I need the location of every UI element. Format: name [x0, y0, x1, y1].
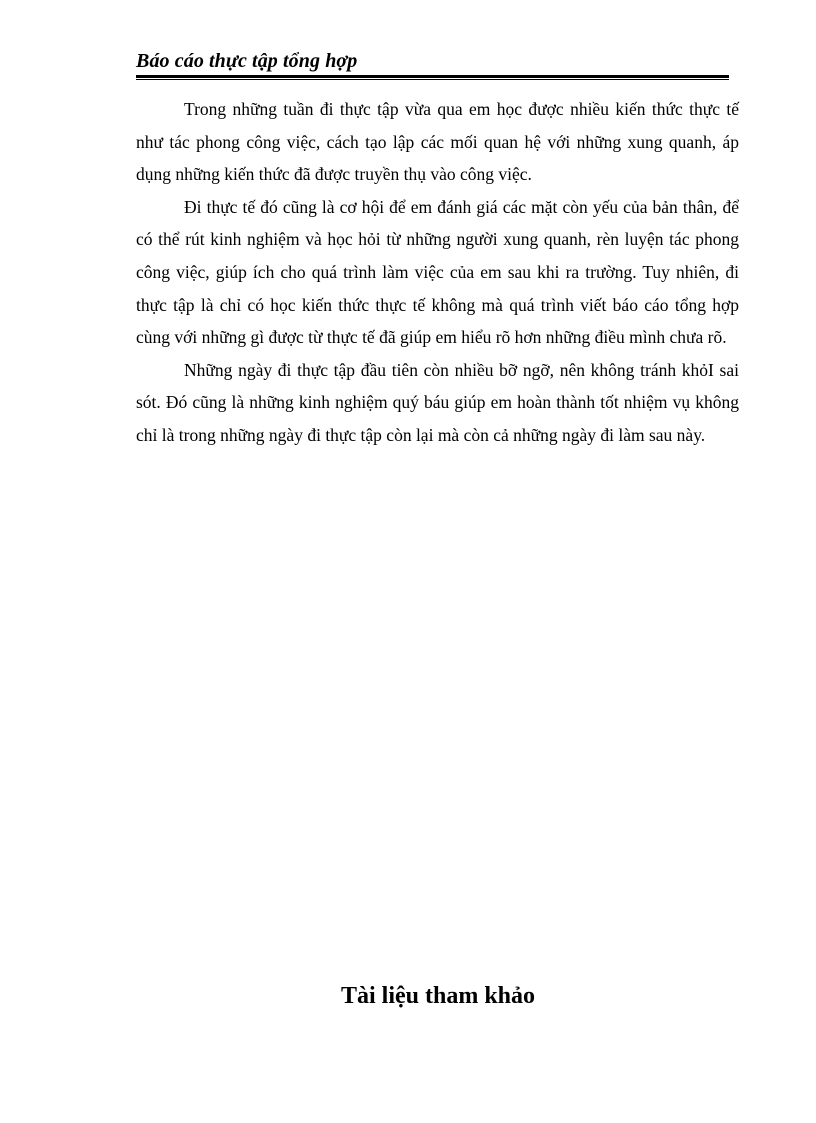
paragraph-1: Trong những tuần đi thực tập vừa qua em học được nhiều kiến thức thực tế như tác phong công việc, cách tạo lập các mối quan hệ với những xung quanh, áp dụng những kiến thức đã được truyền thụ vào công việc.	[136, 99, 739, 185]
header-title: Báo cáo thực tập tổng hợp	[136, 50, 358, 72]
page-header	[136, 48, 729, 80]
header-double-rule	[136, 75, 729, 80]
paragraph-3: Những ngày đi thực tập đầu tiên còn nhiều bỡ ngỡ, nên không tránh khỏI sai sót. Đó cũng là những kinh nghiệm quý báu giúp em hoàn thành tốt nhiệm vụ không chỉ là trong những ngày đi thực tập còn lại mà còn cả những ngày đi làm sau này.	[136, 359, 739, 445]
references-heading: Tài liệu tham khảo	[340, 983, 536, 1009]
body-text	[136, 93, 739, 452]
paragraph-2: Đi thực tế đó cũng là cơ hội để em đánh giá các mặt còn yếu của bản thân, để có thể rút kinh nghiệm và học hỏi từ những người xung quanh, rèn luyện tác phong công việc, giúp ích cho quá trình làm việc của em sau khi ra trường. Tuy nhiên, đi thực tập là chỉ có học kiến thức thực tế không mà quá trình viết báo cáo tổng hợp cùng với những gì được từ thực tế đã giúp em hiểu rõ hơn những điều mình chưa rõ.	[136, 196, 739, 348]
